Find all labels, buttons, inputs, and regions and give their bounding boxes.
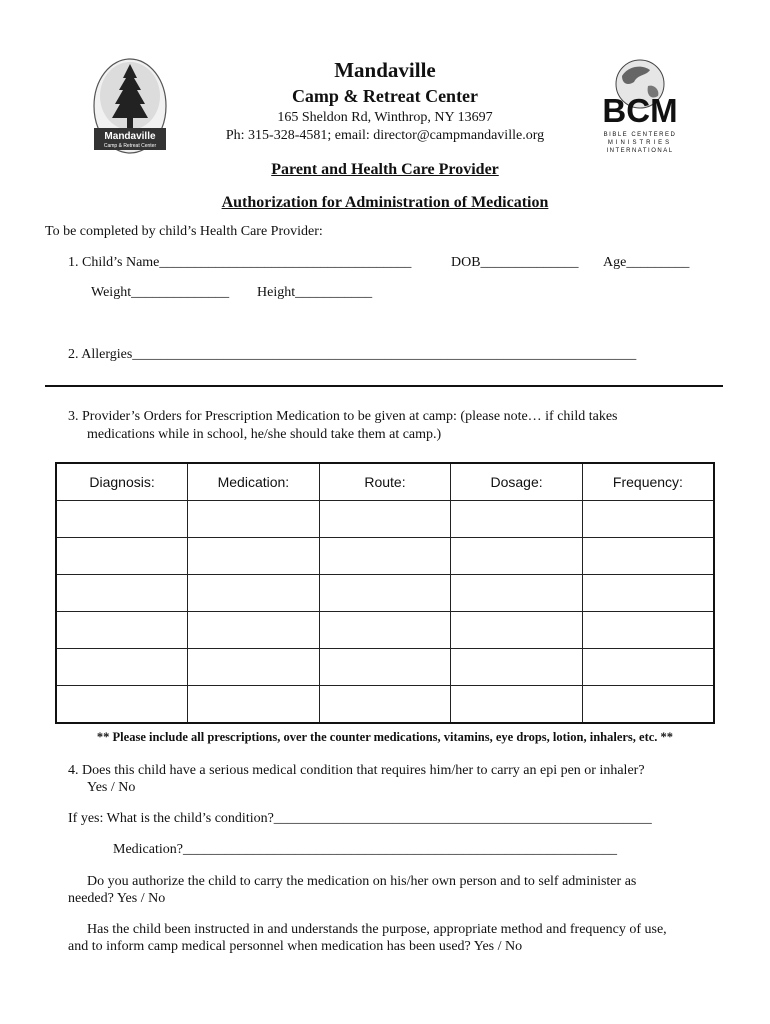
table-cell[interactable] xyxy=(319,538,451,575)
medication-note: ** Please include all prescriptions, over the counter medications, vitamins, eye drops, lotion, inhalers, etc. ** xyxy=(96,730,674,744)
table-cell[interactable] xyxy=(451,538,583,575)
epi-pen-yes-no[interactable]: Yes / No xyxy=(87,780,136,795)
org-contact: Ph: 315-328-4581; email: director@campmandaville.org xyxy=(225,128,545,143)
table-cell[interactable] xyxy=(582,686,714,724)
org-name: Mandaville xyxy=(334,58,436,82)
instructed-question: Has the child been instructed in and understands the purpose, appropriate method and frequency of use, xyxy=(87,922,667,937)
section-divider xyxy=(45,385,723,387)
table-cell[interactable] xyxy=(56,649,188,686)
table-cell[interactable] xyxy=(582,501,714,538)
table-cell[interactable] xyxy=(56,538,188,575)
table-row xyxy=(56,649,714,686)
table-cell[interactable] xyxy=(451,649,583,686)
table-cell[interactable] xyxy=(582,538,714,575)
self-administer-question: Do you authorize the child to carry the medication on his/her own person and to self administer as xyxy=(87,874,637,889)
condition-field[interactable]: If yes: What is the child’s condition?______________________________________________________ xyxy=(68,811,652,826)
table-cell[interactable] xyxy=(319,575,451,612)
header-diagnosis: Diagnosis: xyxy=(56,463,188,501)
table-cell[interactable] xyxy=(451,501,583,538)
table-row xyxy=(56,501,714,538)
table-cell[interactable] xyxy=(188,686,320,724)
table-cell[interactable] xyxy=(188,501,320,538)
table-cell[interactable] xyxy=(451,686,583,724)
table-header-row xyxy=(56,463,714,501)
org-subtitle: Camp & Retreat Center xyxy=(291,86,479,106)
table-cell[interactable] xyxy=(188,612,320,649)
weight-field[interactable]: Weight______________ xyxy=(91,285,230,300)
header-frequency: Frequency: xyxy=(582,463,714,501)
header-route: Route: xyxy=(319,463,451,501)
intro-text: To be completed by child’s Health Care Provider: xyxy=(45,224,323,239)
form-subtitle: Authorization for Administration of Medication xyxy=(221,194,549,211)
right-logo-line3: INTERNATIONAL xyxy=(606,148,674,154)
table-cell[interactable] xyxy=(319,501,451,538)
table-cell[interactable] xyxy=(56,686,188,724)
table-cell[interactable] xyxy=(56,612,188,649)
right-logo-line2: MINISTRIES xyxy=(607,140,673,146)
table-cell[interactable] xyxy=(56,501,188,538)
allergies-field[interactable]: 2. Allergies________________________________________________________________________ xyxy=(68,347,637,362)
dob-field[interactable]: DOB______________ xyxy=(451,255,579,270)
table-cell[interactable] xyxy=(319,612,451,649)
table-cell[interactable] xyxy=(188,649,320,686)
right-logo-line1: BIBLE CENTERED xyxy=(603,132,677,138)
self-administer-yes-no[interactable]: needed? Yes / No xyxy=(68,891,166,906)
age-field[interactable]: Age_________ xyxy=(603,255,690,270)
provider-orders-text: 3. Provider’s Orders for Prescription Medication to be given at camp: (please note… if child takes xyxy=(68,409,618,424)
table-cell[interactable] xyxy=(451,575,583,612)
table-cell[interactable] xyxy=(188,538,320,575)
medication-table xyxy=(55,462,715,724)
table-cell[interactable] xyxy=(582,612,714,649)
table-cell[interactable] xyxy=(451,612,583,649)
header-dosage: Dosage: xyxy=(451,463,583,501)
table-row xyxy=(56,538,714,575)
instructed-yes-no[interactable]: and to inform camp medical personnel when medication has been used? Yes / No xyxy=(68,939,523,954)
table-cell[interactable] xyxy=(319,686,451,724)
provider-orders-note: medications while in school, he/she should take them at camp.) xyxy=(87,427,442,442)
child-name-field[interactable]: 1. Child’s Name____________________________________ xyxy=(68,255,412,270)
form-title: Parent and Health Care Provider xyxy=(271,161,499,178)
table-cell[interactable] xyxy=(582,649,714,686)
table-row xyxy=(56,612,714,649)
table-cell[interactable] xyxy=(56,575,188,612)
medication-field[interactable]: Medication?______________________________________________________________ xyxy=(113,842,617,857)
table-cell[interactable] xyxy=(188,575,320,612)
left-logo-name: Mandaville xyxy=(104,131,156,142)
epi-pen-question: 4. Does this child have a serious medical condition that requires him/her to carry an epi pen or inhaler? xyxy=(68,763,645,778)
right-logo-name: BCM xyxy=(602,92,678,129)
table-cell[interactable] xyxy=(582,575,714,612)
header-medication: Medication: xyxy=(188,463,320,501)
table-row xyxy=(56,686,714,724)
org-address: 165 Sheldon Rd, Winthrop, NY 13697 xyxy=(277,110,493,125)
left-logo-sub: Camp & Retreat Center xyxy=(103,143,157,149)
table-cell[interactable] xyxy=(319,649,451,686)
table-row xyxy=(56,575,714,612)
height-field[interactable]: Height___________ xyxy=(257,285,373,300)
